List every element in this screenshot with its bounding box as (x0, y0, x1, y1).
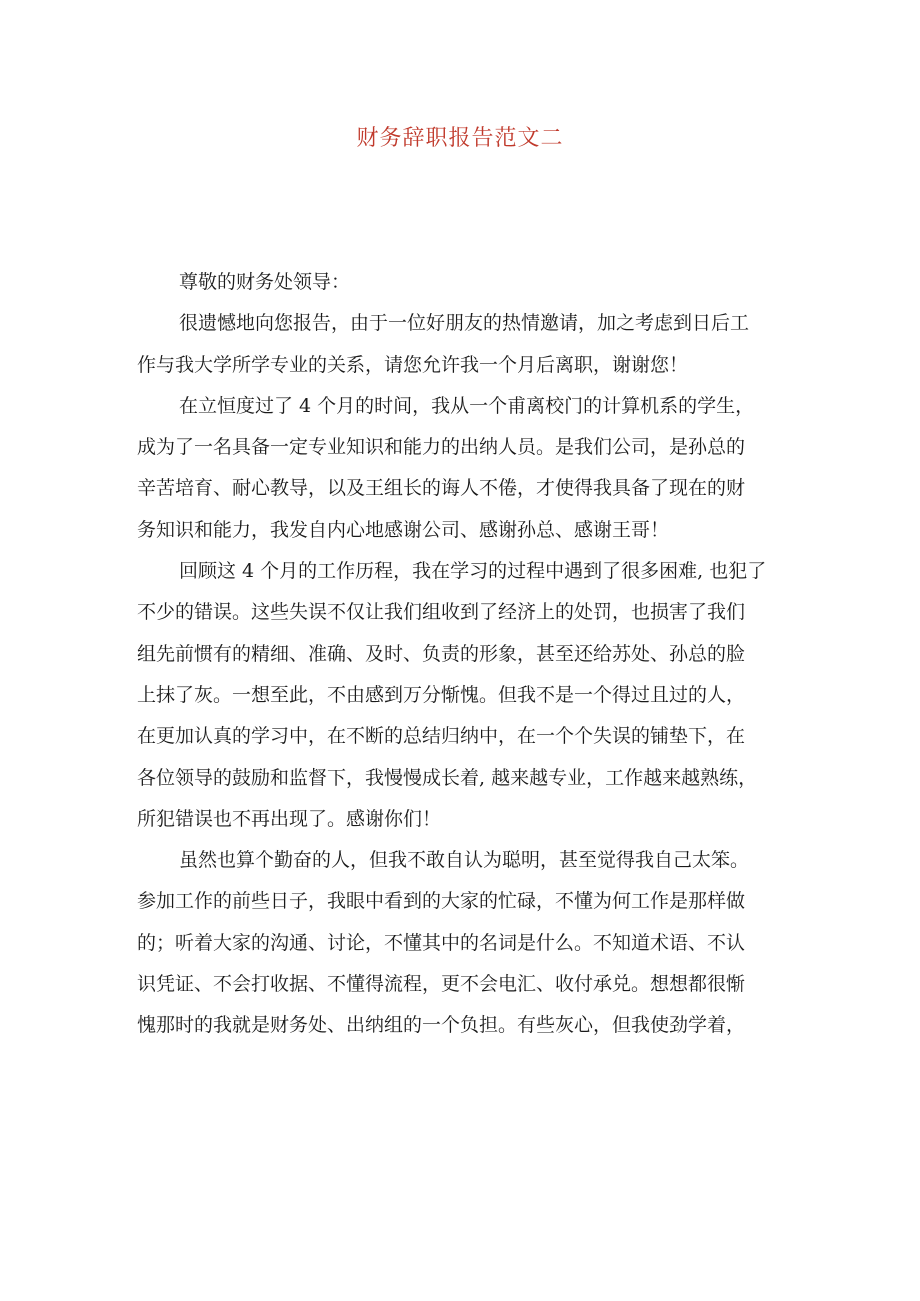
text-line: 在更加认真的学习中，在不断的总结归纳中，在一个个失误的铺垫下，在 (137, 725, 746, 748)
paragraph-4 (137, 840, 797, 1046)
text-line: 不少的错误。这些失误不仅让我们组收到了经济上的处罚，也损害了我们 (137, 601, 746, 624)
text-line: 上抹了灰。一想至此，不由感到万分惭愧。但我不是一个得过且过的人， (137, 683, 746, 706)
paragraph-1 (137, 303, 797, 386)
text-line: 作与我大学所学专业的关系，请您允许我一个月后离职，谢谢您！ (137, 353, 689, 376)
text-line: 虽然也算个勤奋的人，但我不敢自认为聪明，甚至觉得我自己太笨。 (179, 849, 750, 872)
text-line: 愧那时的我就是财务处、出纳组的一个负担。有些灰心，但我使劲学着， (137, 1014, 746, 1037)
salutation (137, 262, 797, 303)
text-line: 辛苦培育、耐心教导，以及王组长的诲人不倦，才使得我具备了现在的财 (137, 477, 746, 500)
text-line: 所犯错误也不再出现了。感谢你们！ (137, 807, 442, 830)
document-title: 财务辞职报告范文二 (356, 126, 564, 151)
text-line: 回顾这 4 个月的工作历程，我在学习的过程中遇到了很多困难, 也犯了 (179, 560, 767, 583)
paragraph-3 (137, 551, 797, 840)
text-line: 务知识和能力，我发自内心地感谢公司、感谢孙总、感谢王哥！ (137, 518, 670, 541)
text-line: 参加工作的前些日子，我眼中看到的大家的忙碌，不懂为何工作是那样做 (137, 890, 746, 913)
text-line: 在立恒度过了 4 个月的时间，我从一个甫离校门的计算机系的学生， (179, 394, 755, 417)
text-line: 很遗憾地向您报告，由于一位好朋友的热情邀请，加之考虑到日后工 (179, 312, 750, 335)
text-line: 识凭证、不会打收据、不懂得流程，更不会电汇、收付承兑。想想都很惭 (137, 973, 746, 996)
paragraph-2 (137, 386, 797, 551)
text-line: 的；听着大家的沟通、讨论，不懂其中的名词是什么。不知道术语、不认 (137, 931, 746, 954)
text-line: 各位领导的鼓励和监督下，我慢慢成长着, 越来越专业，工作越来越熟练， (137, 766, 758, 789)
document-body (137, 262, 797, 1047)
text-line: 尊敬的财务处领导： (179, 271, 351, 293)
text-line: 组先前惯有的精细、准确、及时、负责的形象，甚至还给苏处、孙总的脸 (137, 642, 746, 665)
text-line: 成为了一名具备一定专业知识和能力的出纳人员。是我们公司，是孙总的 (137, 436, 746, 459)
